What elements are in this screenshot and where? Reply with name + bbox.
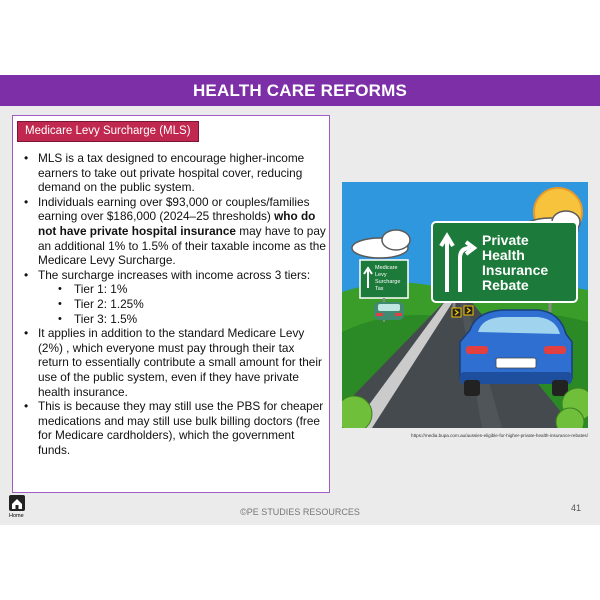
tier-item: • Tier 1: 1% — [56, 282, 328, 297]
bullet-text: The surcharge increases with income across 3 tiers: — [38, 267, 311, 282]
bullet-bold-text: who do not have private hospital insurance — [38, 209, 316, 238]
image-caption: https://media.bupa.com.au/aussies-eligible-for-higher-private-health-insurance-rebates/ — [411, 433, 588, 438]
slide-title: HEALTH CARE REFORMS — [0, 75, 600, 106]
big-sign-line: Private — [482, 232, 529, 248]
footer-copyright: ©PE STUDIES RESOURCES — [240, 507, 360, 517]
page-number: 41 — [571, 503, 582, 513]
bullet-list — [22, 151, 328, 457]
road-sign-illustration — [342, 182, 588, 428]
tier-list — [38, 282, 328, 326]
big-sign-line: Rebate — [482, 277, 529, 293]
tier-item: • Tier 3: 1.5% — [56, 312, 328, 327]
small-sign-line: Medicare — [375, 265, 398, 271]
slide — [0, 75, 600, 525]
bullet-text: Individuals earning over $93,000 or couples/families earning over $186,000 (2024–25 thresholds) — [38, 194, 310, 224]
tier-item: • Tier 2: 1.25% — [56, 297, 328, 312]
list-item — [22, 399, 328, 457]
bullet-text: MLS is a tax designed to encourage higher-income earners to take out private hospital cover, reducing demand on the public system. — [38, 151, 305, 195]
far-car — [374, 302, 404, 320]
home-label[interactable]: Home — [9, 513, 24, 519]
small-sign-line: Tax — [375, 286, 384, 292]
near-car — [460, 310, 572, 396]
list-item — [22, 195, 328, 268]
list-item — [22, 268, 328, 326]
list-item — [22, 151, 328, 195]
big-sign-line: Insurance — [482, 262, 549, 278]
bullet-text: This is because they may still use the PBS for cheaper medications and may still use bulk billing doctors (free for Medicare cardholders), which the government funds. — [38, 399, 324, 457]
bullet-text: may have to pay an additional 1% to 1.5% of their taxable income as the Medicare Levy Surcharge. — [38, 223, 326, 268]
section-label: Medicare Levy Surcharge (MLS) — [17, 121, 199, 142]
big-sign-line: Health — [482, 247, 525, 263]
small-sign-line: Levy — [375, 272, 387, 278]
list-item — [22, 326, 328, 399]
bullet-text: It applies in addition to the standard Medicare Levy (2%) , which everyone must pay through their tax return to essentially contribute a small amount for their use of the public system, even if they have private health insurance. — [38, 326, 322, 399]
small-sign-line: Surcharge — [375, 279, 401, 285]
